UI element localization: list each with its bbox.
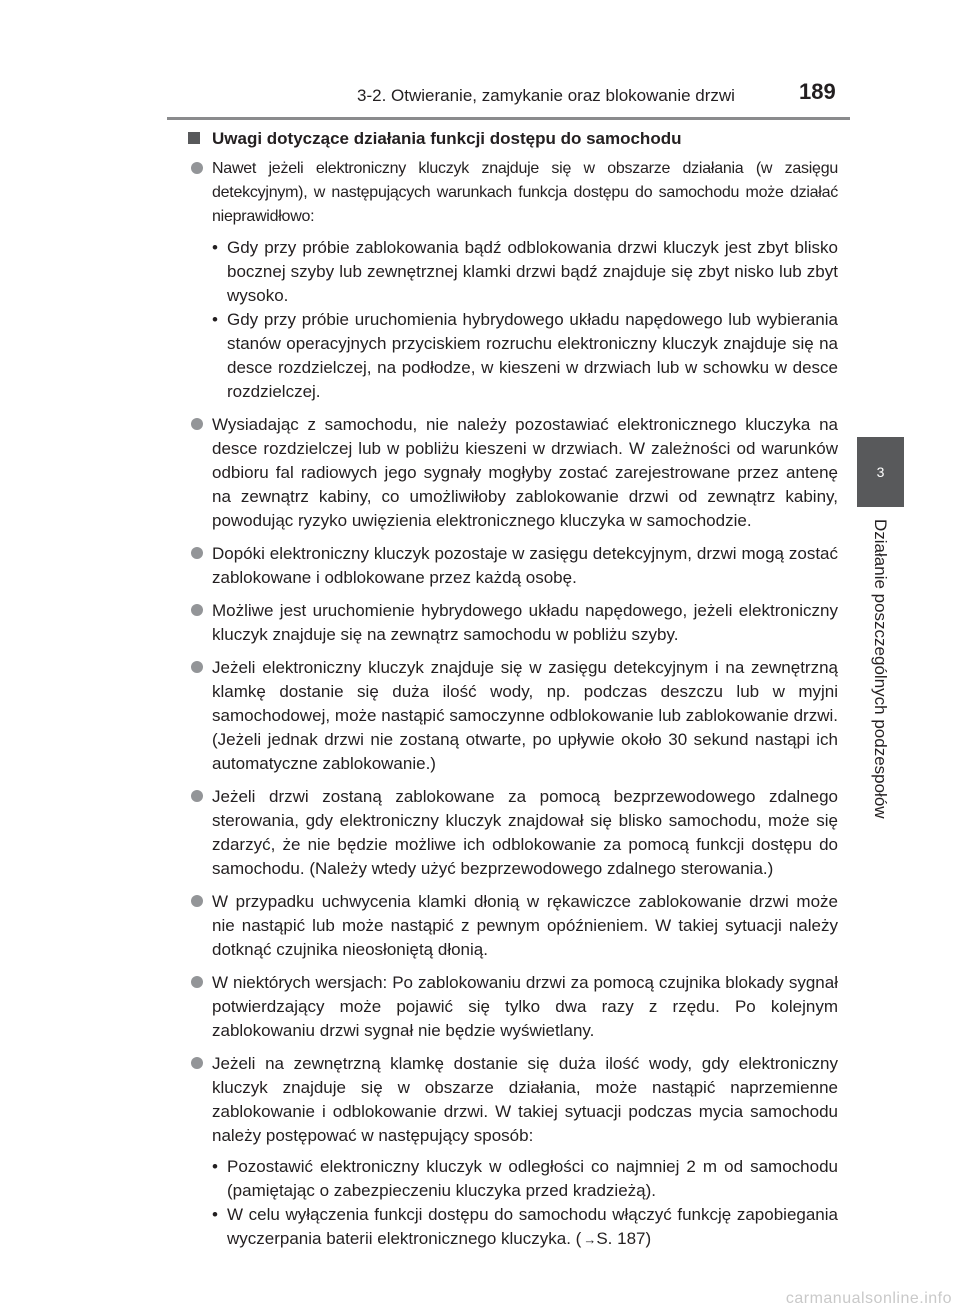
- list-item-text: Nawet jeżeli elektroniczny kluczyk znajduje się w obszarze działania (w zasięgu detekcyjnym), w następujących warunkach funkcja dostępu do samochodu może działać nieprawidłowo:: [212, 160, 838, 225]
- list-item-text: Dopóki elektroniczny kluczyk pozostaje w zasięgu detekcyjnym, drzwi mogą zostać zablokowane i odblokowane przez każdą osobę.: [212, 544, 838, 587]
- sublist: [212, 1155, 838, 1252]
- list-item-text: Jeżeli elektroniczny kluczyk znajduje się w zasięgu detekcyjnym i na zewnętrzną klamkę dostanie się duża ilość wody, np. podczas deszczu lub w myjni samochodowej, może nastąpić samoczynne odblokowanie lub zablokowanie drzwi. (Jeżeli jednak drzwi nie zostaną otwarte, po upływie około 30 sekund nastąpi ich automatyczne zablokowanie.): [212, 658, 838, 773]
- list-item-text: W przypadku uchwycenia klamki dłonią w rękawiczce zablokowanie drzwi może nie nastąpić lub może nastąpić z pewnym opóźnieniem. W takiej sytuacji należy dotknąć czujnika nieosłoniętą dłonią.: [212, 892, 838, 959]
- section-title: [188, 127, 838, 151]
- circle-bullet-icon: [191, 162, 203, 174]
- chapter-label: Działanie poszczególnych podzespołów: [871, 519, 890, 819]
- list-item-text: Jeżeli na zewnętrzną klamkę dostanie się duża ilość wody, gdy elektroniczny kluczyk znajduje się w obszarze działania, może nastąpić naprzemienne zablokowanie i odblokowanie drzwi. W takiej sytuacji podczas mycia samochodu należy postępować w następujący sposób:: [212, 1054, 838, 1145]
- circle-bullet-icon: [191, 604, 203, 616]
- list-item-text: Możliwe jest uruchomienie hybrydowego układu napędowego, jeżeli elektroniczny kluczyk znajduje się na zewnątrz samochodu w pobliżu szyby.: [212, 601, 838, 644]
- page-reference[interactable]: S. 187): [596, 1229, 652, 1248]
- page-content: [188, 127, 838, 1261]
- sublist-item: • Pozostawić elektroniczny kluczyk w odległości co najmniej 2 m od samochodu (pamiętając o zabezpieczeniu kluczyka przed kradzieżą).: [212, 1157, 838, 1200]
- sublist-item-text: Gdy przy próbie zablokowania bądź odblokowania drzwi kluczyk jest zbyt blisko bocznej szyby lub zewnętrznej klamki drzwi bądź znajduje się zbyt nisko lub zbyt wysoko.: [227, 238, 838, 305]
- sublist-item: • W celu wyłączenia funkcji dostępu do samochodu włączyć funkcję zapobiegania wyczerpania baterii elektronicznego kluczyka. ( →S. 187): [212, 1203, 838, 1252]
- circle-bullet-icon: [191, 547, 203, 559]
- list-item: [188, 971, 838, 1043]
- list-item: [188, 157, 838, 404]
- sublist-item: • Gdy przy próbie zablokowania bądź odblokowania drzwi kluczyk jest zbyt blisko bocznej szyby lub zewnętrznej klamki drzwi bądź znajduje się zbyt nisko lub zbyt wysoko.: [212, 238, 838, 305]
- running-head: 3-2. Otwieranie, zamykanie oraz blokowanie drzwi: [357, 86, 735, 105]
- square-bullet-icon: [188, 132, 200, 144]
- circle-bullet-icon: [191, 661, 203, 673]
- list-item-text: Jeżeli drzwi zostaną zablokowane za pomocą bezprzewodowego zdalnego sterowania, gdy elektroniczny kluczyk znajdował się blisko samochodu, może się zdarzyć, że nie będzie możliwe ich odblokowanie za pomocą funkcji dostępu do samochodu. (Należy wtedy użyć bezprzewodowego zdalnego sterowania.): [212, 787, 838, 878]
- sublist-item-text: W celu wyłączenia funkcji dostępu do samochodu włączyć funkcję zapobiegania wyczerpania baterii elektronicznego kluczyka. (: [227, 1205, 838, 1248]
- list-item: [188, 599, 838, 647]
- circle-bullet-icon: [191, 1057, 203, 1069]
- circle-bullet-icon: [191, 418, 203, 430]
- sublist-item-text: Pozostawić elektroniczny kluczyk w odległości co najmniej 2 m od samochodu (pamiętając o zabezpieczeniu kluczyka przed kradzieżą).: [227, 1157, 838, 1200]
- list-item: [188, 785, 838, 881]
- sublist-item-text: Gdy przy próbie uruchomienia hybrydowego układu napędowego lub wybierania stanów operacyjnych przyciskiem rozruchu elektroniczny kluczyk znajduje się na desce rozdzielczej, na podłodze, w kieszeni w drzwiach lub w schowku w desce rozdzielczej.: [227, 310, 838, 401]
- circle-bullet-icon: [191, 976, 203, 988]
- watermark: carmanualsonline.info: [785, 1290, 952, 1307]
- header-rule: [167, 117, 850, 120]
- list-item: [188, 413, 838, 533]
- list-item: [188, 542, 838, 590]
- arrow-right-icon: →: [583, 1232, 597, 1247]
- chapter-tab: 3: [857, 437, 904, 507]
- sublist-item: • Gdy przy próbie uruchomienia hybrydowego układu napędowego lub wybierania stanów operacyjnych przyciskiem rozruchu elektroniczny kluczyk znajduje się na desce rozdzielczej, na podłodze, w kieszeni w drzwiach lub w schowku w desce rozdzielczej.: [212, 310, 838, 401]
- page-header: [0, 0, 960, 120]
- list-item-text: Wysiadając z samochodu, nie należy pozostawiać elektronicznego kluczyka na desce rozdzielczej lub w pobliżu kieszeni w drzwiach. W zależności od warunków odbioru fal radiowych jego sygnały mogłyby zostać zarejestrowane przez antenę na zewnątrz kabiny, co umożliwiłoby zablokowanie drzwi od zewnątrz kabiny, powodując ryzyko uwięzienia elektronicznego kluczyka w samochodzie.: [212, 415, 838, 530]
- circle-bullet-icon: [191, 895, 203, 907]
- list-item: [188, 1052, 838, 1252]
- circle-bullet-icon: [191, 790, 203, 802]
- list-item-text: W niektórych wersjach: Po zablokowaniu drzwi za pomocą czujnika blokady sygnał potwierdzający może pojawić się tylko dwa razy z rzędu. Po kolejnym zablokowaniu drzwi sygnał nie będzie wyświetlany.: [212, 973, 838, 1040]
- list-item: [188, 656, 838, 776]
- sublist: [212, 236, 838, 404]
- section-title-text: Uwagi dotyczące działania funkcji dostępu do samochodu: [212, 129, 682, 148]
- list-item: [188, 890, 838, 962]
- page-number: 189: [799, 79, 836, 104]
